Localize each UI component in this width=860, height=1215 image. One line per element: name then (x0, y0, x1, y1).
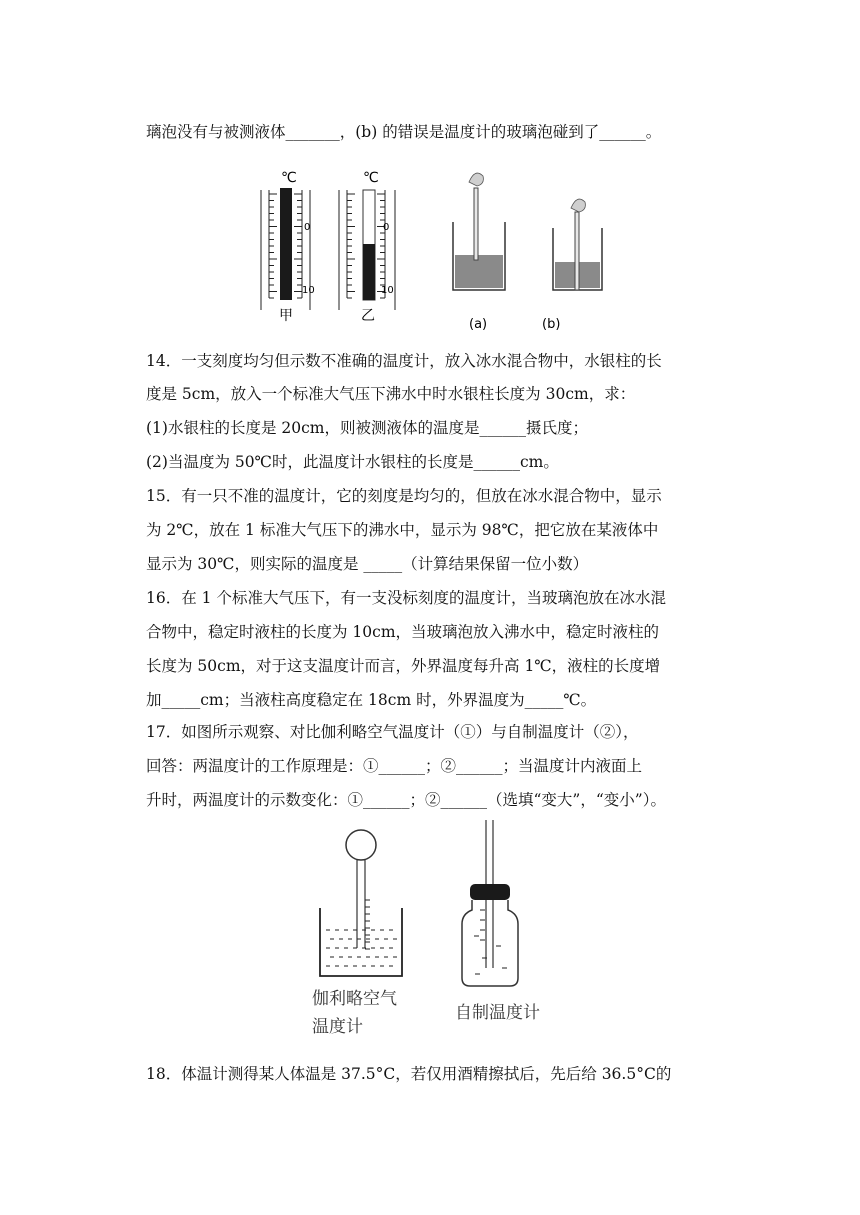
text-line: 加_____cm；当液柱高度稳定在 18cm 时，外界温度为_____℃。 (146, 691, 597, 709)
text-line: 15．有一只不准的温度计，它的刻度是均匀的，但放在冰水混合物中，显示 (146, 487, 662, 505)
label-yi: 乙 (361, 308, 375, 324)
galileo-thermometer-figure (300, 818, 570, 1048)
thermometer-figure (255, 160, 615, 338)
text-line: 回答：两温度计的工作原理是：①______；②______；当温度计内液面上 (146, 757, 643, 775)
unit-label-yi: ℃ (363, 170, 379, 186)
text-line: 17．如图所示观察、对比伽利略空气温度计（①）与自制温度计（②）， (146, 723, 639, 741)
text-line: 合物中，稳定时液柱的长度为 10cm，当玻璃泡放入沸水中，稳定时液柱的 (146, 623, 660, 641)
text-line: 度是 5cm，放入一个标准大气压下沸水中时水银柱长度为 30cm，求： (146, 385, 636, 403)
text-line: (2)当温度为 50℃时，此温度计水银柱的长度是______cm。 (146, 453, 559, 471)
text-line: (1)水银柱的长度是 20cm，则被测液体的温度是______摄氏度； (146, 419, 588, 437)
text-line: 璃泡没有与被测液体_______，(b) 的错误是温度计的玻璃泡碰到了______。 (146, 123, 662, 141)
label-a: (a) (469, 317, 488, 332)
galileo-air-thermometer (320, 830, 402, 976)
tick-zero-jia: 0 (304, 222, 311, 233)
text-line: 显示为 30℃，则实际的温度是 _____（计算结果保留一位小数） (146, 555, 589, 573)
text-line: 18．体温计测得某人体温是 37.5°C，若仅用酒精擦拭后，先后给 36.5°C的 (146, 1065, 672, 1083)
galileo-label-line1: 伽利略空气 (312, 989, 397, 1009)
text-line: 升时，两温度计的示数变化：①______；②______（选填“变大”，“变小”）。 (146, 791, 666, 809)
text-line: 长度为 50cm，对于这支温度计而言，外界温度每升高 1℃，液柱的长度增 (146, 657, 661, 675)
galileo-label-line2: 温度计 (312, 1017, 363, 1037)
text-line: 为 2℃，放在 1 标准大气压下的沸水中，显示为 98℃，把它放在某液体中 (146, 521, 659, 539)
homemade-thermometer (462, 820, 518, 986)
tick-ten-yi: 10 (381, 285, 394, 296)
beaker-a (453, 173, 505, 290)
text-line: 14．一支刻度均匀但示数不准确的温度计，放入冰水混合物中，水银柱的长 (146, 352, 662, 370)
unit-label-jia: ℃ (281, 170, 297, 186)
tick-zero-yi: 0 (383, 222, 390, 233)
label-b: (b) (542, 317, 561, 332)
tick-ten-jia: 10 (302, 285, 315, 296)
label-jia: 甲 (279, 308, 293, 324)
homemade-label: 自制温度计 (455, 1003, 540, 1023)
text-line: 16．在 1 个标准大气压下，有一支没标刻度的温度计，当玻璃泡放在冰水混 (146, 589, 666, 607)
beaker-b (553, 199, 602, 290)
